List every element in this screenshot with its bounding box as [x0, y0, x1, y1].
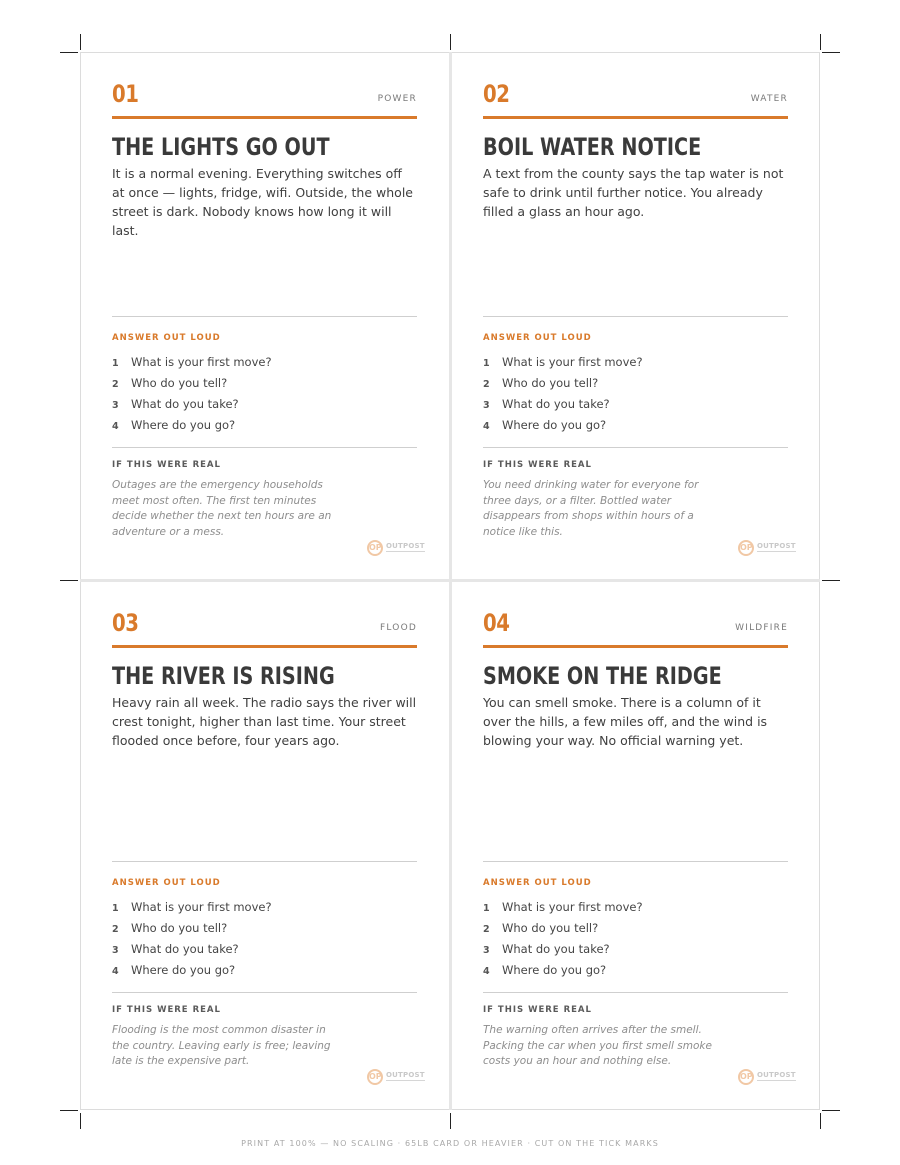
question-item — [112, 898, 417, 919]
question-list — [112, 353, 417, 447]
if-this-were-real-label: IF THIS WERE REAL — [112, 460, 221, 470]
question-item — [112, 353, 417, 374]
question-item — [112, 374, 417, 395]
question-text: What do you take? — [131, 942, 239, 956]
question-text: Where do you go? — [502, 418, 607, 432]
section-divider — [112, 316, 417, 317]
question-number: 2 — [112, 379, 119, 390]
crop-mark — [822, 52, 840, 53]
outpost-logo-wordmark: OUTPOST — [757, 542, 796, 550]
scenario-card-flood — [112, 609, 425, 1081]
card-scenario-text: A text from the county says the tap water is not safe to drink until further notice. You already filled a glass an hour ago. — [483, 166, 784, 219]
card-number: 03 — [112, 609, 139, 637]
card-scenario-text: You can smell smoke. There is a column of it over the hills, a few miles off, and the wind is blowing your way. No official warning yet. — [483, 695, 768, 748]
outpost-logo — [367, 538, 425, 560]
section-divider — [483, 316, 788, 317]
question-number: 4 — [483, 966, 490, 977]
question-number: 3 — [112, 945, 119, 956]
if-this-were-real-label: IF THIS WERE REAL — [483, 1005, 592, 1015]
question-text: What is your first move? — [502, 900, 643, 914]
card-scenario-text: Heavy rain all week. The radio says the river will crest tonight, higher than last time. Your street flooded once before, four years ago. — [112, 695, 417, 748]
horizontal-cut-line — [80, 579, 820, 582]
card-category-tag: WILDFIRE — [735, 623, 788, 633]
crop-mark — [822, 580, 840, 581]
section-divider — [112, 992, 417, 993]
card-header — [112, 80, 417, 119]
section-divider — [483, 992, 788, 993]
section-divider — [483, 447, 788, 448]
question-number: 4 — [483, 421, 490, 432]
crop-mark — [60, 52, 78, 53]
card-category-tag: WATER — [750, 94, 788, 104]
answer-out-loud-label: ANSWER OUT LOUD — [112, 878, 221, 888]
question-number: 1 — [112, 903, 119, 914]
question-list — [483, 898, 788, 992]
crop-mark — [820, 1113, 821, 1129]
question-item — [483, 395, 788, 416]
question-number: 1 — [483, 903, 490, 914]
question-item — [112, 961, 417, 982]
if-this-were-real-label: IF THIS WERE REAL — [483, 460, 592, 470]
question-item — [483, 940, 788, 961]
question-text: Where do you go? — [131, 418, 236, 432]
question-text: Who do you tell? — [131, 376, 228, 390]
question-item — [112, 919, 417, 940]
question-list — [483, 353, 788, 447]
answer-out-loud-label: ANSWER OUT LOUD — [483, 878, 592, 888]
scenario-card-water — [483, 80, 796, 552]
if-this-were-real-text: The warning often arrives after the smell. Packing the car when you first smell smoke costs you an hour and nothing else. — [483, 1024, 712, 1067]
question-text: Who do you tell? — [502, 921, 599, 935]
outpost-logo-wordmark: OUTPOST — [757, 1071, 796, 1079]
outpost-logo-icon: OP — [367, 540, 383, 556]
answer-out-loud-label: ANSWER OUT LOUD — [483, 333, 592, 343]
question-item — [483, 353, 788, 374]
if-this-were-real-text: You need drinking water for everyone for three days, or a filter. Bottled water disappears from shops within hours of a notice like this. — [483, 479, 699, 538]
question-item — [483, 416, 788, 437]
scenario-card-wildfire — [483, 609, 796, 1081]
question-number: 2 — [112, 924, 119, 935]
question-item — [112, 395, 417, 416]
outpost-logo — [738, 1067, 796, 1089]
question-number: 3 — [112, 400, 119, 411]
section-divider — [483, 861, 788, 862]
scenario-card-power — [112, 80, 425, 552]
question-number: 4 — [112, 966, 119, 977]
if-this-were-real-text: Flooding is the most common disaster in the country. Leaving early is free; leaving late is the expensive part. — [112, 1024, 331, 1067]
question-number: 3 — [483, 400, 490, 411]
if-this-were-real-label: IF THIS WERE REAL — [112, 1005, 221, 1015]
question-list — [112, 898, 417, 992]
if-this-were-real-text: Outages are the emergency households meet most often. The first ten minutes decide whether the next ten hours are an adventure or a mess. — [112, 479, 332, 538]
section-divider — [112, 861, 417, 862]
question-text: What is your first move? — [131, 355, 272, 369]
section-divider — [112, 447, 417, 448]
outpost-logo-icon: OP — [738, 1069, 754, 1085]
question-item — [483, 898, 788, 919]
card-category-tag: FLOOD — [380, 623, 417, 633]
card-title: BOIL WATER NOTICE — [483, 133, 702, 161]
question-number: 1 — [112, 358, 119, 369]
card-number: 04 — [483, 609, 510, 637]
question-text: What is your first move? — [131, 900, 272, 914]
card-number: 02 — [483, 80, 510, 108]
outpost-logo-icon: OP — [367, 1069, 383, 1085]
question-number: 3 — [483, 945, 490, 956]
crop-mark — [450, 1113, 451, 1129]
question-text: What is your first move? — [502, 355, 643, 369]
crop-mark — [820, 34, 821, 50]
question-item — [112, 416, 417, 437]
crop-mark — [822, 1110, 840, 1111]
question-item — [483, 374, 788, 395]
question-item — [112, 940, 417, 961]
question-text: Where do you go? — [502, 963, 607, 977]
card-title: THE LIGHTS GO OUT — [112, 133, 330, 161]
card-header — [483, 80, 788, 119]
outpost-logo-wordmark: OUTPOST — [386, 542, 425, 550]
question-text: Where do you go? — [131, 963, 236, 977]
question-text: What do you take? — [502, 397, 610, 411]
question-text: What do you take? — [131, 397, 239, 411]
outpost-logo — [367, 1067, 425, 1089]
card-header — [112, 609, 417, 648]
question-text: Who do you tell? — [502, 376, 599, 390]
card-header — [483, 609, 788, 648]
card-title: SMOKE ON THE RIDGE — [483, 662, 722, 690]
question-number: 4 — [112, 421, 119, 432]
crop-mark — [80, 34, 81, 50]
question-number: 1 — [483, 358, 490, 369]
outpost-logo-wordmark: OUTPOST — [386, 1071, 425, 1079]
card-scenario-text: It is a normal evening. Everything switches off at once — lights, fridge, wifi. Outside, the whole street is dark. Nobody knows how long it will last. — [112, 166, 413, 238]
question-text: What do you take? — [502, 942, 610, 956]
outpost-logo-icon: OP — [738, 540, 754, 556]
crop-mark — [450, 34, 451, 50]
crop-mark — [60, 1110, 78, 1111]
crop-mark — [80, 1113, 81, 1129]
question-text: Who do you tell? — [131, 921, 228, 935]
print-instructions-footer: PRINT AT 100% — NO SCALING · 65LB CARD OR HEAVIER · CUT ON THE TICK MARKS — [241, 1139, 659, 1148]
question-item — [483, 919, 788, 940]
card-number: 01 — [112, 80, 139, 108]
question-item — [483, 961, 788, 982]
answer-out-loud-label: ANSWER OUT LOUD — [112, 333, 221, 343]
outpost-logo — [738, 538, 796, 560]
crop-mark — [60, 580, 78, 581]
question-number: 2 — [483, 924, 490, 935]
card-title: THE RIVER IS RISING — [112, 662, 335, 690]
card-category-tag: POWER — [377, 94, 417, 104]
question-number: 2 — [483, 379, 490, 390]
